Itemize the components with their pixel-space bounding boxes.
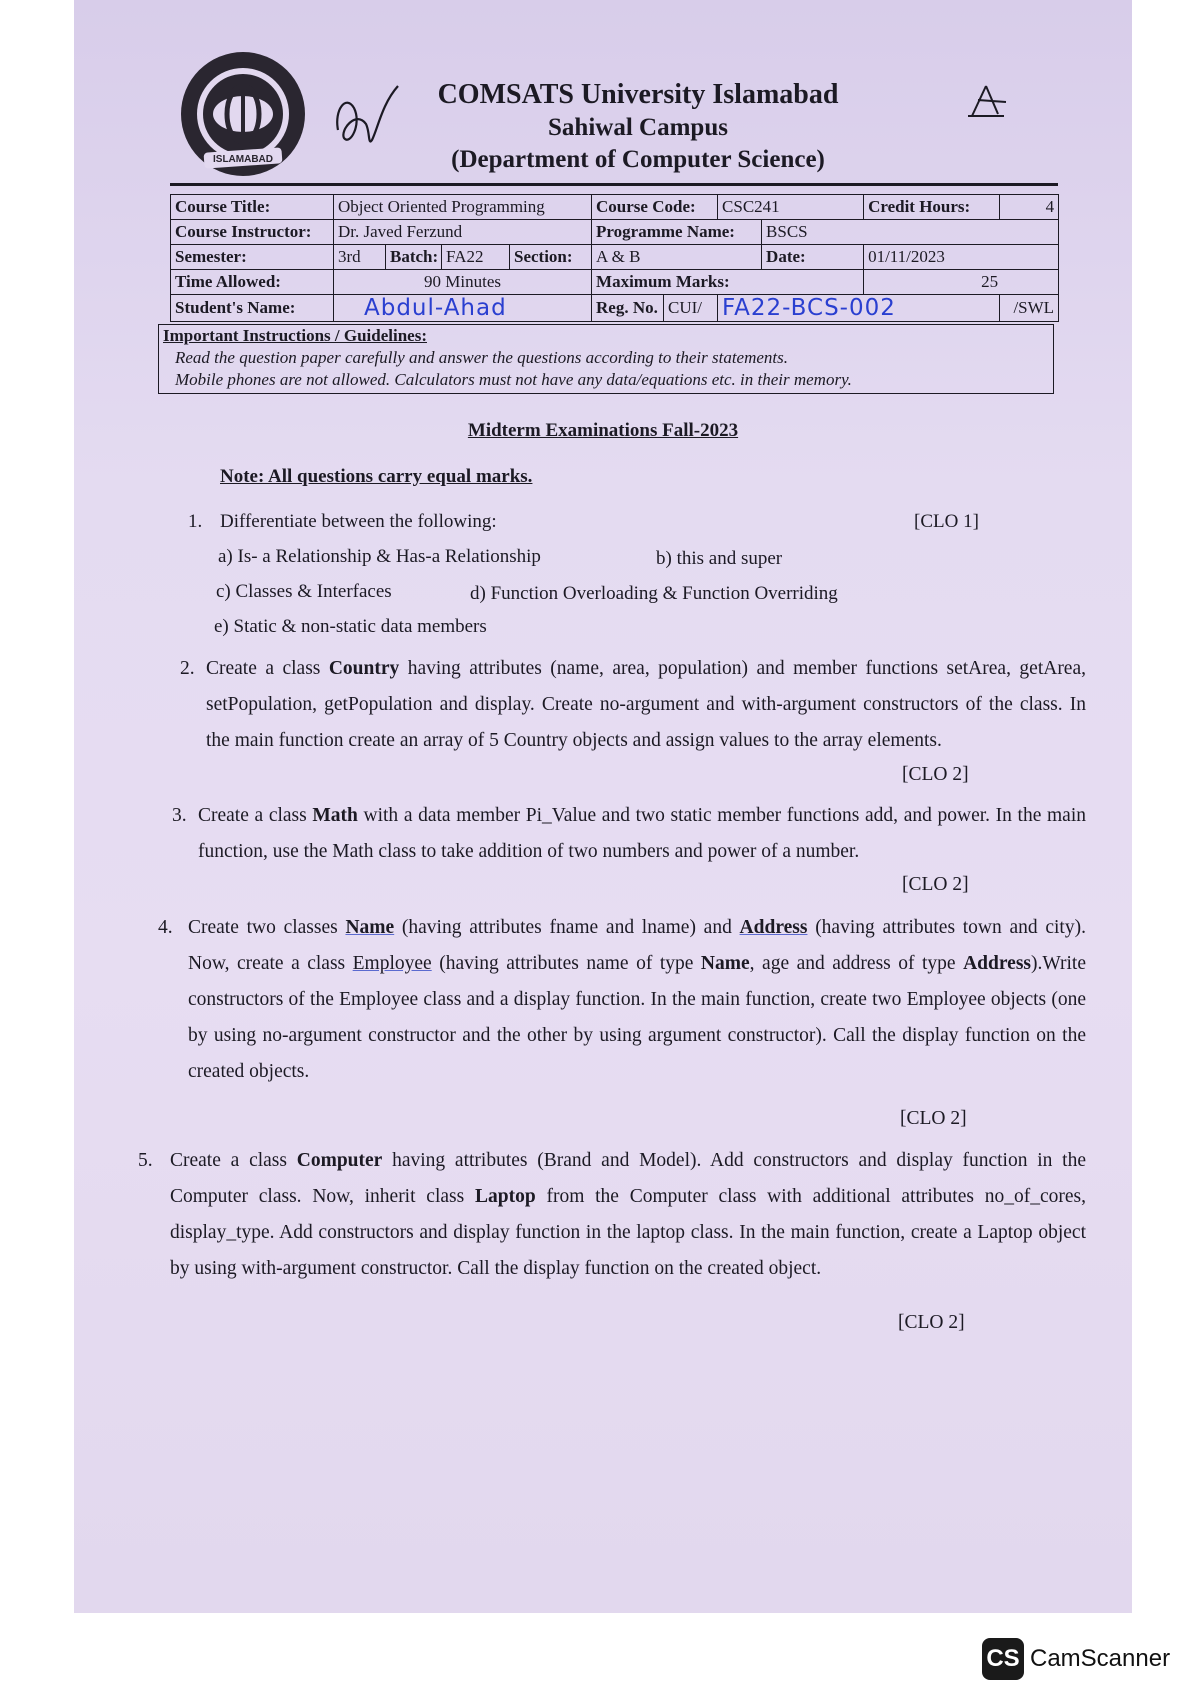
q4-block: [158, 910, 1086, 1090]
q5-text-3: from the Computer class with additional attributes no_of_cores, display_type. Add constructors and display function in the laptop class. In the main function, create a Laptop object by using with-argument constructor. Call the display function on the created object.: [170, 1186, 1086, 1279]
q4-text-3: (having attributes town and city). Now, create a class: [188, 917, 1086, 974]
q4-number: 4.: [158, 917, 173, 938]
instructions-box: [158, 324, 1054, 394]
q4-type-name: Name: [700, 953, 750, 974]
reg-no-prefix: CUI/: [664, 295, 718, 322]
course-code-value: CSC241: [718, 195, 864, 220]
batch-label: Batch:: [386, 245, 442, 270]
time-allowed-value: 90 Minutes: [334, 270, 592, 295]
semester-label: Semester:: [171, 245, 334, 270]
q3-text-pre: Create a class: [198, 805, 313, 826]
q5-class-computer: Computer: [296, 1150, 383, 1171]
q2-text-post: having attributes (name, area, population) and member functions setArea, getArea, setPopulation, getPopulation and display. Create no-argument and with-argument constructors of the class. In the main function create an array of 5 Country objects and assign values to the array elements.: [206, 658, 1086, 751]
q1-part-b: b) this and super: [656, 548, 783, 569]
q2-clo: [CLO 2]: [902, 764, 969, 785]
exam-title: Midterm Examinations Fall-2023: [467, 420, 739, 441]
q1-number: 1.: [188, 511, 203, 532]
course-title-label: Course Title:: [171, 195, 334, 220]
credit-hours-value: 4: [1000, 195, 1059, 220]
q3-number: 3.: [172, 805, 187, 826]
q5-block: [138, 1143, 1086, 1287]
q4-text-5: , age and address of type: [749, 953, 964, 974]
signature-initials: [332, 80, 402, 160]
q2-class-name: Country: [328, 658, 400, 679]
q4-type-address: Address: [963, 953, 1032, 974]
q2-text-pre: Create a class: [206, 658, 329, 679]
q2-block: [180, 651, 1086, 759]
exam-paper: [74, 0, 1132, 1613]
q1-part-a: a) Is- a Relationship & Has-a Relationship: [218, 546, 541, 567]
q5-clo: [CLO 2]: [898, 1312, 965, 1333]
camscanner-watermark: [982, 1638, 1170, 1680]
q4-class-address: Address: [739, 917, 808, 938]
programme-value: BSCS: [762, 220, 1059, 245]
reg-no-label: Reg. No.: [592, 295, 664, 322]
q4-text-4: (having attributes name of type: [431, 953, 701, 974]
semester-value: 3rd: [334, 245, 386, 270]
student-name-value: Abdul-Ahad: [334, 295, 592, 322]
date-label: Date:: [762, 245, 864, 270]
camscanner-logo-icon: CS: [982, 1638, 1024, 1680]
instructor-value: Dr. Javed Ferzund: [334, 220, 592, 245]
student-name-label: Student's Name:: [171, 295, 334, 322]
date-value: 01/11/2023: [864, 245, 1059, 270]
q1-part-e: e) Static & non-static data members: [214, 616, 487, 637]
q1-part-c: c) Classes & Interfaces: [216, 581, 392, 602]
q1-text: Differentiate between the following:: [220, 511, 497, 532]
university-logo: [178, 50, 308, 178]
q3-class-name: Math: [312, 805, 358, 826]
instructor-label: Course Instructor:: [171, 220, 334, 245]
max-marks-label: Maximum Marks:: [592, 270, 864, 295]
q1-clo: [CLO 1]: [914, 511, 979, 532]
q5-class-laptop: Laptop: [474, 1186, 536, 1207]
q3-text-post: with a data member Pi_Value and two static member functions add, and power. In the main function, use the Math class to take addition of two numbers and power of a number.: [198, 805, 1086, 862]
q4-text-6: ).Write constructors of the Employee class and a display function. In the main function, create two Employee objects (one by using no-argument constructor and the other by using argument constructor). Call the display function on the created objects.: [188, 953, 1086, 1082]
university-heading: [408, 78, 868, 176]
q1-part-d: d) Function Overloading & Function Overriding: [470, 583, 838, 604]
department-name: (Department of Computer Science): [451, 146, 825, 173]
section-label: Section:: [510, 245, 592, 270]
batch-value: FA22: [442, 245, 510, 270]
q5-number: 5.: [138, 1150, 153, 1171]
programme-label: Programme Name:: [592, 220, 762, 245]
q4-class-employee: Employee: [352, 953, 432, 974]
q5-text-2: having attributes (Brand and Model). Add constructors and display function in the Computer class. Now, inherit class: [170, 1150, 1086, 1207]
reg-no-value: FA22-BCS-002: [718, 295, 1000, 322]
course-title-value: Object Oriented Programming: [334, 195, 592, 220]
campus-name: Sahiwal Campus: [548, 114, 728, 141]
course-info-table: [170, 194, 1059, 322]
section-value: A & B: [592, 245, 762, 270]
reg-no-suffix: /SWL: [1000, 295, 1059, 322]
instruction-line-2: Mobile phones are not allowed. Calculators must not have any data/equations etc. in their memory.: [175, 370, 852, 389]
camscanner-name: CamScanner: [1030, 1645, 1171, 1672]
max-marks-value: 25: [864, 270, 1059, 295]
credit-hours-label: Credit Hours:: [864, 195, 1000, 220]
corner-signature: [964, 82, 1010, 122]
q4-text-1: Create two classes: [188, 917, 346, 938]
q4-clo: [CLO 2]: [900, 1108, 967, 1129]
q5-text-1: Create a class: [170, 1150, 297, 1171]
q2-number: 2.: [180, 658, 195, 679]
marks-note: Note: All questions carry equal marks.: [220, 466, 533, 487]
q4-class-name: Name: [345, 917, 395, 938]
svg-text:ISLAMABAD: ISLAMABAD: [213, 154, 273, 165]
instructions-heading: Important Instructions / Guidelines:: [163, 326, 427, 345]
instruction-line-1: Read the question paper carefully and answer the questions according to their statements.: [175, 348, 789, 367]
q4-text-2: (having attributes fname and lname) and: [394, 917, 740, 938]
university-name: COMSATS University Islamabad: [437, 79, 839, 110]
time-allowed-label: Time Allowed:: [171, 270, 334, 295]
course-code-label: Course Code:: [592, 195, 718, 220]
header-rule: [170, 183, 1058, 186]
q3-clo: [CLO 2]: [902, 874, 969, 895]
q3-block: [172, 798, 1086, 870]
